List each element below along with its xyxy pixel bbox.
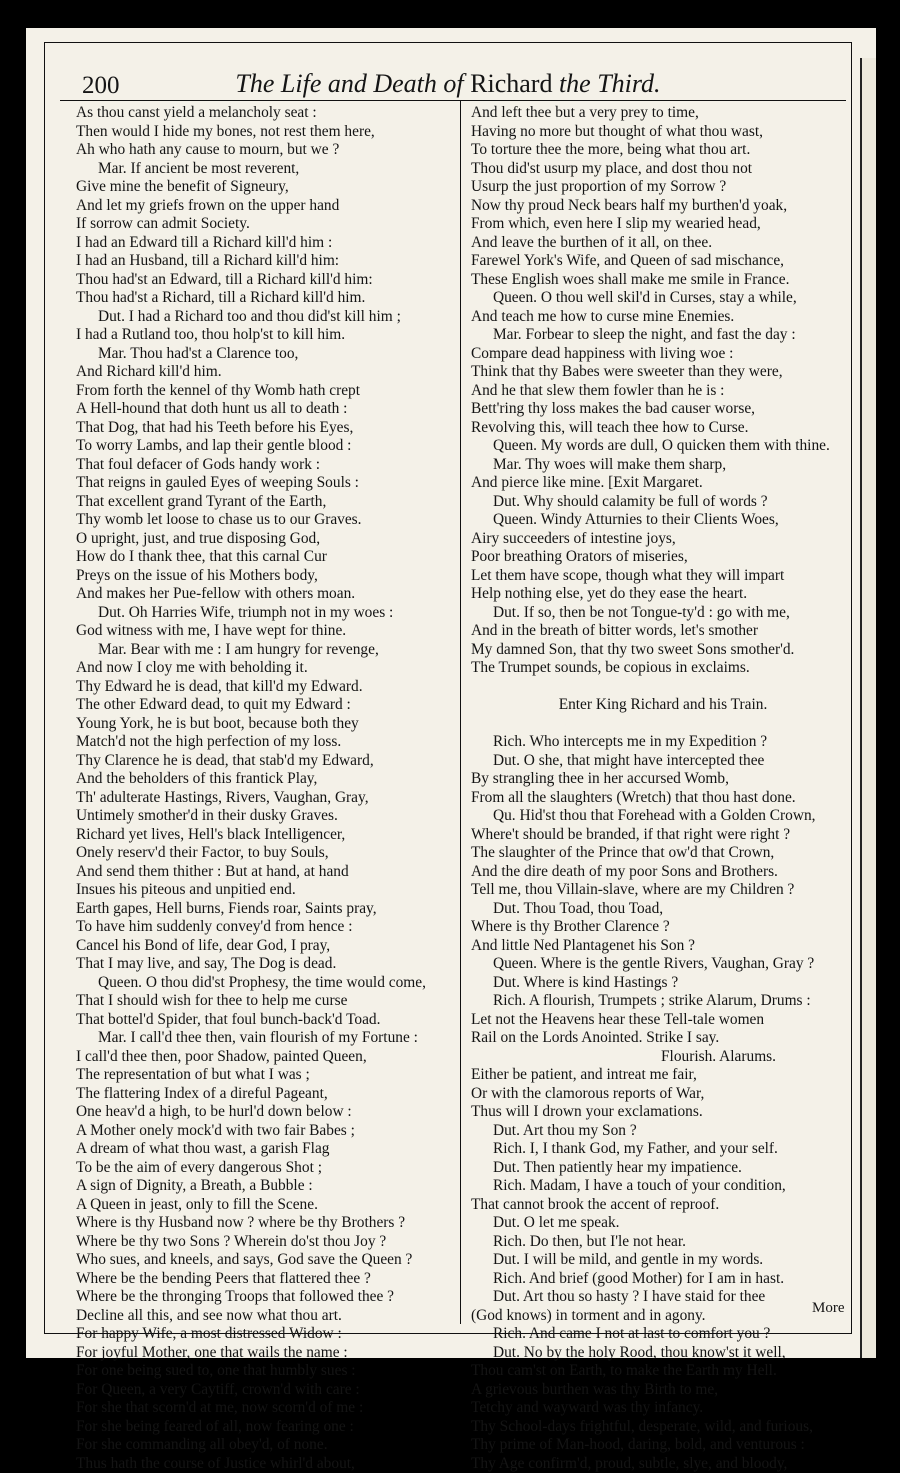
- text-line: As thou canst yield a melancholy seat :: [76, 104, 454, 123]
- text-line: Qu. Hid'st thou that Forehead with a Golden Crown,: [471, 807, 855, 826]
- text-line: The Trumpet sounds, be copious in exclaims.: [471, 659, 855, 678]
- left-column: [76, 104, 454, 1473]
- text-line: Decline all this, and see now what thou art.: [76, 1307, 454, 1326]
- text-line: Dut. Thou Toad, thou Toad,: [471, 900, 855, 919]
- text-line: Mar. Forbear to sleep the night, and fast the day :: [471, 326, 855, 345]
- running-title-part3: the Third.: [559, 69, 661, 98]
- text-line: Thy womb let loose to chase us to our Graves.: [76, 511, 454, 530]
- text-line: That cannot brook the accent of reproof.: [471, 1196, 855, 1215]
- facing-page-edge: [860, 58, 876, 1358]
- text-line: For joyful Mother, one that wails the name :: [76, 1344, 454, 1363]
- text-line: For she commanding all obey'd, of none.: [76, 1436, 454, 1455]
- text-line: Richard yet lives, Hell's black Intelligencer,: [76, 826, 454, 845]
- text-line: Then would I hide my bones, not rest them here,: [76, 123, 454, 142]
- text-line: Where is thy Husband now ? where be thy Brothers ?: [76, 1214, 454, 1233]
- text-line: Dut. If so, then be not Tongue-ty'd : go with me,: [471, 604, 855, 623]
- text-line: And in the breath of bitter words, let's smother: [471, 622, 855, 641]
- text-line: To be the aim of every dangerous Shot ;: [76, 1159, 454, 1178]
- text-line: And left thee but a very prey to time,: [471, 104, 855, 123]
- text-line: Dut. O let me speak.: [471, 1214, 855, 1233]
- text-line: Untimely smother'd in their dusky Graves.: [76, 807, 454, 826]
- text-line: The other Edward dead, to quit my Edward :: [76, 696, 454, 715]
- text-line: Who sues, and kneels, and says, God save the Queen ?: [76, 1251, 454, 1270]
- text-line: For she being feared of all, now fearing one :: [76, 1418, 454, 1437]
- text-line: Rich. Do then, but I'le not hear.: [471, 1233, 855, 1252]
- text-line: Thou had'st a Richard, till a Richard kill'd him.: [76, 289, 454, 308]
- text-line: And send them thither : But at hand, at hand: [76, 863, 454, 882]
- text-line: A Mother onely mock'd with two fair Babes ;: [76, 1122, 454, 1141]
- text-line: Dut. Why should calamity be full of words ?: [471, 493, 855, 512]
- text-line: (God knows) in torment and in agony.: [471, 1307, 855, 1326]
- text-line: A dream of what thou wast, a garish Flag: [76, 1140, 454, 1159]
- text-line: By strangling thee in her accursed Womb,: [471, 770, 855, 789]
- text-line: Rich. I, I thank God, my Father, and your self.: [471, 1140, 855, 1159]
- text-line: Flourish. Alarums.: [471, 1048, 855, 1067]
- text-line: For happy Wife, a most distressed Widow :: [76, 1325, 454, 1344]
- text-line: Rich. And brief (good Mother) for I am in hast.: [471, 1270, 855, 1289]
- text-line: And Richard kill'd him.: [76, 363, 454, 382]
- text-line: Mar. I call'd thee then, vain flourish of my Fortune :: [76, 1029, 454, 1048]
- text-line: And he that slew them fowler than he is :: [471, 382, 855, 401]
- text-line: Where be thy two Sons ? Wherein do'st thou Joy ?: [76, 1233, 454, 1252]
- text-line: And leave the burthen of it all, on thee.: [471, 234, 855, 253]
- text-line: Rail on the Lords Anointed. Strike I say.: [471, 1029, 855, 1048]
- text-line: Where is thy Brother Clarence ?: [471, 918, 855, 937]
- text-line: To have him suddenly convey'd from hence :: [76, 918, 454, 937]
- running-header: [60, 60, 846, 101]
- text-line: Th' adulterate Hastings, Rivers, Vaughan, Gray,: [76, 789, 454, 808]
- text-line: That foul defacer of Gods handy work :: [76, 456, 454, 475]
- text-line: Rich. Madam, I have a touch of your condition,: [471, 1177, 855, 1196]
- text-line: And the beholders of this frantick Play,: [76, 770, 454, 789]
- text-line: Earth gapes, Hell burns, Fiends roar, Saints pray,: [76, 900, 454, 919]
- text-line: Tell me, thou Villain-slave, where are my Children ?: [471, 881, 855, 900]
- text-line: From which, even here I slip my wearied head,: [471, 215, 855, 234]
- text-line: How do I thank thee, that this carnal Cur: [76, 548, 454, 567]
- text-line: And teach me how to curse mine Enemies.: [471, 308, 855, 327]
- text-line: Thou had'st an Edward, till a Richard kill'd him:: [76, 271, 454, 290]
- text-line: Thus hath the course of Justice whirl'd about,: [76, 1455, 454, 1473]
- catchword: More: [812, 1300, 845, 1317]
- text-line: Dut. Oh Harries Wife, triumph not in my woes :: [76, 604, 454, 623]
- text-line: A Hell-hound that doth hunt us all to death :: [76, 400, 454, 419]
- text-line: God witness with me, I have wept for thine.: [76, 622, 454, 641]
- text-line: Dut. I had a Richard too and thou did'st kill him ;: [76, 308, 454, 327]
- text-line: [471, 678, 855, 697]
- text-line: From forth the kennel of thy Womb hath crept: [76, 382, 454, 401]
- text-line: Having no more but thought of what thou wast,: [471, 123, 855, 142]
- text-line: Dut. Art thou so hasty ? I have staid for thee: [471, 1288, 855, 1307]
- text-line: Airy succeeders of intestine joys,: [471, 530, 855, 549]
- text-line: Thy Edward he is dead, that kill'd my Edward.: [76, 678, 454, 697]
- text-line: Farewel York's Wife, and Queen of sad mischance,: [471, 252, 855, 271]
- text-line: Usurp the just proportion of my Sorrow ?: [471, 178, 855, 197]
- text-line: Where be the bending Peers that flattered thee ?: [76, 1270, 454, 1289]
- text-line: Dut. Where is kind Hastings ?: [471, 974, 855, 993]
- text-line: Thy Age confirm'd, proud, subtle, slye, and bloody,: [471, 1455, 855, 1473]
- text-line: One heav'd a high, to be hurl'd down below :: [76, 1103, 454, 1122]
- text-line: I call'd thee then, poor Shadow, painted Queen,: [76, 1048, 454, 1067]
- text-line: Mar. Bear with me : I am hungry for revenge,: [76, 641, 454, 660]
- text-line: Thou did'st usurp my place, and dost thou not: [471, 160, 855, 179]
- column-divider: [460, 101, 461, 1324]
- text-line: Dut. O she, that might have intercepted thee: [471, 752, 855, 771]
- text-line: My damned Son, that thy two sweet Sons smother'd.: [471, 641, 855, 660]
- text-line: Thy prime of Man-hood, daring, bold, and venturous :: [471, 1436, 855, 1455]
- text-line: That reigns in gauled Eyes of weeping Souls :: [76, 474, 454, 493]
- text-line: Dut. Then patiently hear my impatience.: [471, 1159, 855, 1178]
- text-line: Queen. My words are dull, O quicken them with thine.: [471, 437, 855, 456]
- text-line: Compare dead happiness with living woe :: [471, 345, 855, 364]
- text-line: Now thy proud Neck bears half my burthen'd yoak,: [471, 197, 855, 216]
- text-line: To worry Lambs, and lap their gentle blood :: [76, 437, 454, 456]
- text-line: A grievous burthen was thy Birth to me,: [471, 1381, 855, 1400]
- running-title-part2: Richard: [470, 69, 552, 98]
- text-line: Insues his piteous and unpitied end.: [76, 881, 454, 900]
- text-line: That bottel'd Spider, that foul bunch-back'd Toad.: [76, 1011, 454, 1030]
- text-line: Queen. O thou did'st Prophesy, the time would come,: [76, 974, 454, 993]
- text-line: Where't should be branded, if that right were right ?: [471, 826, 855, 845]
- text-line: That excellent grand Tyrant of the Earth,: [76, 493, 454, 512]
- text-line: For she that scorn'd at me, now scorn'd of me :: [76, 1399, 454, 1418]
- text-line: The flattering Index of a direful Pageant,: [76, 1085, 454, 1104]
- text-line: Let not the Heavens hear these Tell-tale women: [471, 1011, 855, 1030]
- text-line: Cancel his Bond of life, dear God, I pray,: [76, 937, 454, 956]
- text-line: O upright, just, and true disposing God,: [76, 530, 454, 549]
- text-line: That I may live, and say, The Dog is dead.: [76, 955, 454, 974]
- text-line: Think that thy Babes were sweeter than they were,: [471, 363, 855, 382]
- text-line: Let them have scope, though what they will impart: [471, 567, 855, 586]
- text-line: These English woes shall make me smile in France.: [471, 271, 855, 290]
- text-line: Help nothing else, yet do they ease the heart.: [471, 585, 855, 604]
- text-line: If sorrow can admit Society.: [76, 215, 454, 234]
- text-line: Rich. Who intercepts me in my Expedition ?: [471, 733, 855, 752]
- text-line: Queen. O thou well skil'd in Curses, stay a while,: [471, 289, 855, 308]
- text-line: Queen. Where is the gentle Rivers, Vaughan, Gray ?: [471, 955, 855, 974]
- text-line: I had an Husband, till a Richard kill'd him:: [76, 252, 454, 271]
- text-line: For Queen, a very Caytiff, crown'd with care :: [76, 1381, 454, 1400]
- text-line: Either be patient, and intreat me fair,: [471, 1066, 855, 1085]
- text-line: That I should wish for thee to help me curse: [76, 992, 454, 1011]
- text-line: Mar. Thy woes will make them sharp,: [471, 456, 855, 475]
- text-line: The slaughter of the Prince that ow'd that Crown,: [471, 844, 855, 863]
- text-line: And let my griefs frown on the upper hand: [76, 197, 454, 216]
- text-line: Enter King Richard and his Train.: [471, 696, 855, 715]
- text-line: Mar. If ancient be most reverent,: [76, 160, 454, 179]
- text-line: I had a Rutland too, thou holp'st to kill him.: [76, 326, 454, 345]
- text-line: Revolving this, will teach thee how to Curse.: [471, 419, 855, 438]
- text-line: Give mine the benefit of Signeury,: [76, 178, 454, 197]
- text-line: And pierce like mine. [Exit Margaret.: [471, 474, 855, 493]
- text-line: A sign of Dignity, a Breath, a Bubble :: [76, 1177, 454, 1196]
- running-title: [60, 69, 836, 99]
- right-column: [471, 104, 855, 1473]
- text-line: [471, 715, 855, 734]
- text-line: Match'd not the high perfection of my loss.: [76, 733, 454, 752]
- text-line: I had an Edward till a Richard kill'd him :: [76, 234, 454, 253]
- text-line: Onely reserv'd their Factor, to buy Souls,: [76, 844, 454, 863]
- text-line: Where be the thronging Troops that followed thee ?: [76, 1288, 454, 1307]
- text-line: Mar. Thou had'st a Clarence too,: [76, 345, 454, 364]
- text-line: And the dire death of my poor Sons and Brothers.: [471, 863, 855, 882]
- text-line: Queen. Windy Atturnies to their Clients Woes,: [471, 511, 855, 530]
- text-line: That Dog, that had his Teeth before his Eyes,: [76, 419, 454, 438]
- text-line: Poor breathing Orators of miseries,: [471, 548, 855, 567]
- running-title-part1: The Life and Death of: [235, 69, 463, 98]
- text-line: Tetchy and wayward was thy infancy.: [471, 1399, 855, 1418]
- text-line: And little Ned Plantagenet his Son ?: [471, 937, 855, 956]
- text-line: Preys on the issue of his Mothers body,: [76, 567, 454, 586]
- text-line: Young York, he is but boot, because both they: [76, 715, 454, 734]
- text-line: Rich. A flourish, Trumpets ; strike Alarum, Drums :: [471, 992, 855, 1011]
- text-line: Rich. And came I not at last to comfort you ?: [471, 1325, 855, 1344]
- text-line: Dut. No by the holy Rood, thou know'st it well,: [471, 1344, 855, 1363]
- text-line: For one being sued to, one that humbly sues :: [76, 1362, 454, 1381]
- page-number: 200: [82, 72, 120, 100]
- text-line: To torture thee the more, being what thou art.: [471, 141, 855, 160]
- text-line: And makes her Pue-fellow with others moan.: [76, 585, 454, 604]
- text-line: And now I cloy me with beholding it.: [76, 659, 454, 678]
- text-line: From all the slaughters (Wretch) that thou hast done.: [471, 789, 855, 808]
- text-line: A Queen in jeast, only to fill the Scene.: [76, 1196, 454, 1215]
- text-line: Thou cam'st on Earth, to make the Earth my Hell.: [471, 1362, 855, 1381]
- text-line: Bett'ring thy loss makes the bad causer worse,: [471, 400, 855, 419]
- text-line: The representation of but what I was ;: [76, 1066, 454, 1085]
- text-line: Thy School-days frightful, desperate, wild, and furious,: [471, 1418, 855, 1437]
- text-line: Thus will I drown your exclamations.: [471, 1103, 855, 1122]
- text-line: Thy Clarence he is dead, that stab'd my Edward,: [76, 752, 454, 771]
- text-line: Or with the clamorous reports of War,: [471, 1085, 855, 1104]
- text-line: Ah who hath any cause to mourn, but we ?: [76, 141, 454, 160]
- text-line: Dut. I will be mild, and gentle in my words.: [471, 1251, 855, 1270]
- text-line: Dut. Art thou my Son ?: [471, 1122, 855, 1141]
